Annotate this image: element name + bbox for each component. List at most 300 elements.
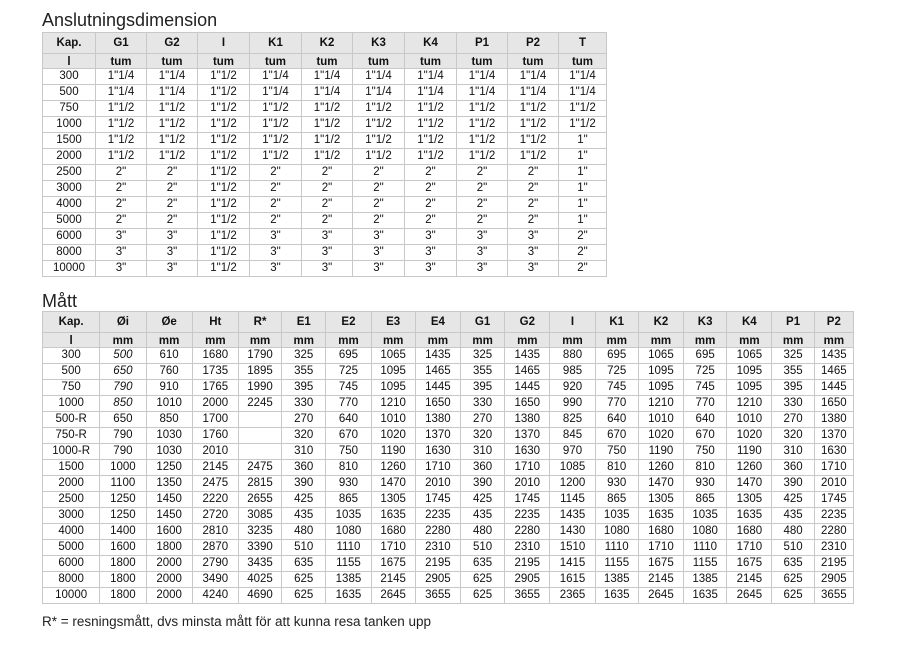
table-cell: 1630: [415, 444, 460, 460]
table-cell: 625: [282, 588, 326, 604]
table-cell: 1"1/4: [353, 69, 405, 85]
table-cell: 1"1/2: [508, 133, 559, 149]
unit-header: tum: [457, 54, 508, 69]
table-cell: 2195: [505, 556, 550, 572]
table-cell: 810: [684, 460, 727, 476]
table-cell: 2": [302, 181, 353, 197]
column-header: P2: [508, 33, 559, 54]
table-row: [43, 213, 607, 229]
table-cell: 1": [559, 149, 607, 165]
table-row: [43, 476, 854, 492]
unit-header: tum: [96, 54, 147, 69]
table-cell: 1445: [505, 380, 550, 396]
table-cell: 790: [100, 428, 146, 444]
table-cell: 2": [457, 213, 508, 229]
table-cell: 1020: [727, 428, 772, 444]
table-cell: 635: [282, 556, 326, 572]
table-cell: 625: [460, 572, 504, 588]
table-cell: 810: [326, 460, 371, 476]
column-header: E4: [415, 312, 460, 333]
table-cell: 1"1/4: [559, 69, 607, 85]
column-header: K3: [684, 312, 727, 333]
table-cell: 1710: [415, 460, 460, 476]
table-cell: 1"1/2: [508, 101, 559, 117]
table-cell: 1745: [505, 492, 550, 508]
table-cell: 1"1/2: [559, 117, 607, 133]
table-row: [43, 245, 607, 261]
table-cell: 3": [96, 261, 147, 277]
column-header: P1: [457, 33, 508, 54]
table-cell: 1110: [326, 540, 371, 556]
table-cell: 355: [460, 364, 504, 380]
table-row: [43, 85, 607, 101]
table-cell: 1"1/4: [405, 69, 457, 85]
table-cell: 2655: [238, 492, 281, 508]
table-cell: 1895: [238, 364, 281, 380]
table-cell: 2905: [814, 572, 853, 588]
table-cell: 1"1/2: [250, 149, 302, 165]
table-cell: 1155: [326, 556, 371, 572]
table-cell: 1"1/2: [353, 149, 405, 165]
table-cell: 2": [508, 181, 559, 197]
table-cell: 670: [684, 428, 727, 444]
table-cell: 3": [405, 245, 457, 261]
table-cell: 2810: [192, 524, 238, 540]
table-cell: 1630: [814, 444, 853, 460]
table-cell: 395: [460, 380, 504, 396]
table-cell: 1"1/2: [405, 101, 457, 117]
table-cell: 320: [282, 428, 326, 444]
table-cell: 2145: [192, 460, 238, 476]
column-header: K1: [595, 312, 638, 333]
table-cell: 1650: [415, 396, 460, 412]
table-cell: 1435: [415, 348, 460, 364]
table-cell: 1450: [146, 492, 192, 508]
unit-header: tum: [302, 54, 353, 69]
table-cell: 1"1/2: [147, 133, 198, 149]
table-cell: 1680: [371, 524, 415, 540]
table-cell: 1020: [371, 428, 415, 444]
column-header: I: [550, 312, 595, 333]
table-cell: 1510: [550, 540, 595, 556]
table-cell: 1065: [371, 348, 415, 364]
table-cell: 1"1/4: [457, 69, 508, 85]
table-cell: 2": [250, 197, 302, 213]
table-cell: 1030: [146, 444, 192, 460]
table-cell: 625: [772, 572, 814, 588]
connection-dimension-title: Anslutningsdimension: [42, 10, 218, 30]
table-cell: 2195: [814, 556, 853, 572]
table-cell: 1110: [595, 540, 638, 556]
table-cell: 635: [772, 556, 814, 572]
table-cell: 1"1/4: [302, 85, 353, 101]
table-row: [43, 460, 854, 476]
column-header: K1: [250, 33, 302, 54]
table-cell: 1080: [595, 524, 638, 540]
column-header: K3: [353, 33, 405, 54]
table-cell: 930: [684, 476, 727, 492]
dimensions-title: Mått: [42, 291, 78, 311]
column-header: K4: [727, 312, 772, 333]
table-cell: 640: [326, 412, 371, 428]
table-cell: 695: [326, 348, 371, 364]
table-cell: 5000: [43, 540, 100, 556]
table-cell: 10000: [43, 261, 96, 277]
table-cell: 1680: [192, 348, 238, 364]
unit-header: tum: [559, 54, 607, 69]
table-cell: 1650: [814, 396, 853, 412]
table-cell: 360: [460, 460, 504, 476]
table-cell: 920: [550, 380, 595, 396]
table-cell: 1010: [371, 412, 415, 428]
table-cell: 1"1/2: [198, 261, 250, 277]
table-cell: 1630: [505, 444, 550, 460]
table-cell: 1020: [638, 428, 683, 444]
table-cell: 1650: [505, 396, 550, 412]
table-cell: 2010: [814, 476, 853, 492]
table-cell: 1"1/2: [147, 101, 198, 117]
table-cell: 1800: [100, 556, 146, 572]
unit-header: mm: [238, 333, 281, 348]
table-cell: 1190: [638, 444, 683, 460]
table-row: [43, 149, 607, 165]
unit-header: tum: [147, 54, 198, 69]
table-cell: 990: [550, 396, 595, 412]
unit-header: mm: [684, 333, 727, 348]
table-cell: 500: [43, 364, 100, 380]
table-cell: 2": [405, 213, 457, 229]
table-cell: 1680: [727, 524, 772, 540]
table-cell: 1415: [550, 556, 595, 572]
table-cell: 3": [147, 229, 198, 245]
column-header: K4: [405, 33, 457, 54]
table-cell: 2": [405, 181, 457, 197]
table-cell: 510: [460, 540, 504, 556]
table-cell: 1"1/2: [508, 117, 559, 133]
table-cell: 2000: [146, 572, 192, 588]
column-header: K2: [638, 312, 683, 333]
table-cell: 3": [147, 261, 198, 277]
table-cell: 2": [147, 197, 198, 213]
table-cell: 1"1/2: [198, 245, 250, 261]
table-cell: 300: [43, 69, 96, 85]
table-cell: 5000: [43, 213, 96, 229]
table-cell: 1010: [638, 412, 683, 428]
table-cell: 3": [457, 245, 508, 261]
table-cell: 2": [508, 197, 559, 213]
table-cell: 1"1/2: [96, 133, 147, 149]
table-cell: 2": [353, 181, 405, 197]
table-cell: 480: [772, 524, 814, 540]
table-cell: 390: [460, 476, 504, 492]
table-cell: 2475: [238, 460, 281, 476]
table-cell: 1095: [727, 380, 772, 396]
table-cell: 1430: [550, 524, 595, 540]
table-cell: 1710: [727, 540, 772, 556]
table-cell: 1"1/2: [198, 181, 250, 197]
table-cell: 310: [772, 444, 814, 460]
table-cell: 395: [282, 380, 326, 396]
table-cell: 725: [595, 364, 638, 380]
table-cell: 330: [772, 396, 814, 412]
table-row: [43, 396, 854, 412]
table-cell: 1635: [595, 588, 638, 604]
table-cell: 3": [405, 261, 457, 277]
table-cell: 2365: [550, 588, 595, 604]
table-cell: 480: [460, 524, 504, 540]
table-cell: 1435: [814, 348, 853, 364]
table-cell: 1635: [638, 508, 683, 524]
table-cell: 1035: [595, 508, 638, 524]
table-cell: 2": [405, 197, 457, 213]
table-cell: 1": [559, 197, 607, 213]
table-cell: 790: [100, 380, 146, 396]
table-cell: 1200: [550, 476, 595, 492]
table-cell: 360: [282, 460, 326, 476]
table-cell: 1"1/2: [405, 117, 457, 133]
column-header: G2: [505, 312, 550, 333]
table-cell: 2": [353, 197, 405, 213]
table-cell: 1305: [638, 492, 683, 508]
table-cell: 1710: [371, 540, 415, 556]
table-cell: 3": [508, 229, 559, 245]
table-cell: 395: [772, 380, 814, 396]
table-row: [43, 69, 607, 85]
table-cell: 1350: [146, 476, 192, 492]
table-cell: 2280: [415, 524, 460, 540]
table-cell: 2": [353, 165, 405, 181]
table-cell: 1"1/2: [559, 101, 607, 117]
table-cell: [238, 412, 281, 428]
table-cell: 320: [772, 428, 814, 444]
table-cell: 2": [508, 165, 559, 181]
table-cell: 390: [282, 476, 326, 492]
table-cell: 1470: [638, 476, 683, 492]
table-cell: 2010: [192, 444, 238, 460]
table-cell: 310: [460, 444, 504, 460]
table-cell: 1": [559, 165, 607, 181]
table-cell: 1635: [684, 588, 727, 604]
table-cell: 1305: [371, 492, 415, 508]
table-cell: 725: [684, 364, 727, 380]
column-header: G1: [460, 312, 504, 333]
table-cell: 2": [250, 165, 302, 181]
table-cell: 625: [282, 572, 326, 588]
table-cell: 320: [460, 428, 504, 444]
table-cell: 1380: [505, 412, 550, 428]
table-cell: 435: [282, 508, 326, 524]
table-cell: 1000: [43, 396, 100, 412]
column-header: Ht: [192, 312, 238, 333]
table-cell: 3": [250, 261, 302, 277]
unit-header: mm: [100, 333, 146, 348]
table-cell: 1155: [595, 556, 638, 572]
table-cell: 750: [684, 444, 727, 460]
table-cell: 750-R: [43, 428, 100, 444]
column-header: Øi: [100, 312, 146, 333]
table-cell: 330: [282, 396, 326, 412]
table-row: [43, 181, 607, 197]
table-cell: 1"1/4: [250, 85, 302, 101]
table-cell: 2220: [192, 492, 238, 508]
table-cell: 3": [250, 245, 302, 261]
table-cell: 770: [326, 396, 371, 412]
table-cell: 1"1/2: [353, 133, 405, 149]
table-cell: 850: [100, 396, 146, 412]
table-cell: 2870: [192, 540, 238, 556]
table-cell: 1"1/2: [198, 101, 250, 117]
table-cell: 4000: [43, 197, 96, 213]
table-cell: 2280: [505, 524, 550, 540]
table-cell: 3655: [505, 588, 550, 604]
table-cell: 3": [96, 229, 147, 245]
table-row: [43, 261, 607, 277]
table-cell: 1"1/2: [457, 149, 508, 165]
table-cell: 4000: [43, 524, 100, 540]
table-row: [43, 364, 854, 380]
column-header: E3: [371, 312, 415, 333]
table-cell: 1400: [100, 524, 146, 540]
table-row: [43, 133, 607, 149]
table-cell: 1210: [727, 396, 772, 412]
table-cell: 1500: [43, 133, 96, 149]
table-cell: 2": [559, 229, 607, 245]
table-cell: 1095: [371, 380, 415, 396]
table-cell: 2475: [192, 476, 238, 492]
unit-header: mm: [371, 333, 415, 348]
table-cell: 2": [508, 213, 559, 229]
table-cell: 1"1/2: [198, 165, 250, 181]
unit-header: mm: [505, 333, 550, 348]
table-cell: 500: [43, 85, 96, 101]
table-cell: 1"1/4: [559, 85, 607, 101]
table-cell: 865: [326, 492, 371, 508]
table-cell: 3": [457, 229, 508, 245]
table-cell: 1675: [371, 556, 415, 572]
table-cell: 4240: [192, 588, 238, 604]
table-cell: 3": [508, 261, 559, 277]
table-cell: 910: [146, 380, 192, 396]
table-cell: 1260: [371, 460, 415, 476]
unit-header: l: [43, 54, 96, 69]
table-cell: 1080: [684, 524, 727, 540]
table-cell: 1"1/4: [96, 69, 147, 85]
table-cell: 2145: [371, 572, 415, 588]
table-cell: 865: [595, 492, 638, 508]
table-cell: 1500: [43, 460, 100, 476]
table-cell: 2": [302, 165, 353, 181]
table-cell: 695: [595, 348, 638, 364]
unit-header: mm: [460, 333, 504, 348]
table-row: [43, 117, 607, 133]
table-cell: 1790: [238, 348, 281, 364]
table-cell: 930: [326, 476, 371, 492]
table-row: [43, 444, 854, 460]
table-cell: 1"1/4: [147, 69, 198, 85]
table-cell: 1145: [550, 492, 595, 508]
table-cell: 1"1/2: [198, 229, 250, 245]
table-cell: 1"1/2: [508, 149, 559, 165]
table-cell: 1030: [146, 428, 192, 444]
table-cell: 1065: [727, 348, 772, 364]
table-cell: 3": [250, 229, 302, 245]
table-cell: 425: [460, 492, 504, 508]
table-cell: 1"1/2: [198, 117, 250, 133]
unit-header: l: [43, 333, 100, 348]
unit-header: mm: [146, 333, 192, 348]
dimensions-table: [42, 311, 854, 604]
table-cell: 670: [326, 428, 371, 444]
table-cell: 790: [100, 444, 146, 460]
table-cell: 1710: [638, 540, 683, 556]
table-cell: 1435: [550, 508, 595, 524]
table-cell: 2000: [43, 149, 96, 165]
table-cell: 355: [772, 364, 814, 380]
table-cell: 970: [550, 444, 595, 460]
table-cell: 1445: [415, 380, 460, 396]
table-cell: 2000: [146, 556, 192, 572]
table-cell: 1"1/4: [96, 85, 147, 101]
table-cell: 1305: [727, 492, 772, 508]
table-cell: 2": [96, 197, 147, 213]
table-cell: 1675: [727, 556, 772, 572]
table-cell: 1155: [684, 556, 727, 572]
table-cell: 1"1/2: [96, 101, 147, 117]
column-header: G1: [96, 33, 147, 54]
table-cell: 1800: [100, 572, 146, 588]
unit-header: tum: [405, 54, 457, 69]
table-cell: 1260: [727, 460, 772, 476]
table-cell: 1": [559, 133, 607, 149]
table-cell: 1380: [415, 412, 460, 428]
table-cell: 480: [282, 524, 326, 540]
table-cell: 3": [302, 261, 353, 277]
table-cell: 6000: [43, 556, 100, 572]
table-cell: 1990: [238, 380, 281, 396]
table-cell: 1385: [326, 572, 371, 588]
column-header: G2: [147, 33, 198, 54]
table-cell: 1615: [550, 572, 595, 588]
table-cell: 2": [405, 165, 457, 181]
table-cell: 3": [147, 245, 198, 261]
table-row: [43, 229, 607, 245]
table-cell: 770: [684, 396, 727, 412]
table-cell: 635: [460, 556, 504, 572]
table-cell: 1035: [326, 508, 371, 524]
table-cell: 1635: [727, 508, 772, 524]
table-cell: 650: [100, 412, 146, 428]
table-cell: 1"1/4: [302, 69, 353, 85]
table-cell: 2": [147, 181, 198, 197]
table-cell: 1"1/2: [302, 149, 353, 165]
table-cell: 2145: [638, 572, 683, 588]
table-cell: 2645: [638, 588, 683, 604]
table-cell: 1710: [814, 460, 853, 476]
table-cell: 3235: [238, 524, 281, 540]
table-cell: 2000: [146, 588, 192, 604]
table-cell: 6000: [43, 229, 96, 245]
table-cell: 310: [282, 444, 326, 460]
table-cell: 510: [772, 540, 814, 556]
table-row: [43, 197, 607, 213]
table-cell: 2235: [415, 508, 460, 524]
table-cell: 2790: [192, 556, 238, 572]
table-cell: 325: [282, 348, 326, 364]
table-cell: 750: [595, 444, 638, 460]
column-header: E2: [326, 312, 371, 333]
table-cell: 330: [460, 396, 504, 412]
table-cell: 930: [595, 476, 638, 492]
